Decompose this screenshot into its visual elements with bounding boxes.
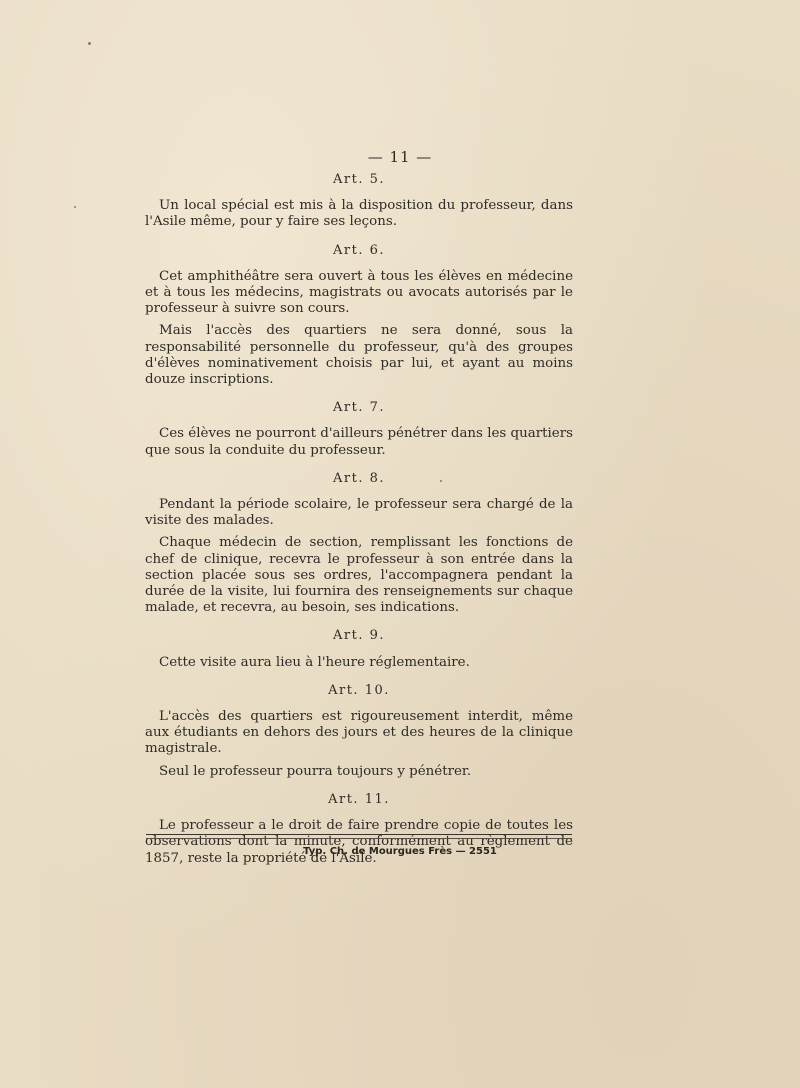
- article-10: [145, 683, 573, 780]
- article-8: [145, 471, 573, 617]
- article-paragraph: Seul le professeur pourra toujours y pénétrer.: [159, 763, 472, 779]
- printer-imprint: Typ. Ch. de Mourgues Frès — 2551: [303, 846, 497, 857]
- article-paragraph: Le professeur a le droit de faire prendre copie de toutes les observations dont la minute, conformément au règlement de 1857, reste la propriété de l'Asile.: [145, 818, 573, 866]
- page-number: — 11 —: [367, 148, 433, 166]
- paper-speck: [440, 480, 442, 482]
- article-heading: Art. 8.: [333, 470, 385, 486]
- article-paragraph: Ces élèves ne pourront d'ailleurs pénétrer dans les quartiers que sous la conduite du professeur.: [145, 426, 573, 458]
- article-heading: Art. 7.: [333, 400, 385, 416]
- article-paragraph: Cette visite aura lieu à l'heure réglementaire.: [159, 654, 470, 670]
- article-heading: Art. 5.: [333, 172, 385, 187]
- article-paragraph: L'accès des quartiers est rigoureusement interdit, même aux étudiants en dehors des jours et des heures de la clinique magistrale.: [145, 709, 573, 757]
- article-heading: Art. 9.: [333, 628, 385, 644]
- article-paragraph: Mais l'accès des quartiers ne sera donné, sous la responsabilité personnelle du professeur, qu'à des groupes d'élèves nominativement choisis par lui, et ayant au moins douze inscriptions.: [145, 323, 573, 388]
- article-paragraph: Un local spécial est mis à la disposition du professeur, dans l'Asile même, pour y faire ses leçons.: [145, 198, 573, 230]
- article-5: [145, 172, 573, 231]
- article-heading: Art. 10.: [328, 682, 390, 698]
- article-paragraph: Cet amphithéâtre sera ouvert à tous les élèves en médecine et à tous les médecins, magistrats ou avocats autorisés par le professeur à suivre son cours.: [145, 268, 573, 317]
- article-heading: Art. 11.: [328, 791, 390, 807]
- footer-rule: [146, 834, 572, 835]
- article-7: [145, 400, 573, 459]
- paper-speck: [74, 206, 76, 208]
- footer-rule-thin: [146, 838, 572, 839]
- article-6: [145, 243, 573, 389]
- article-body: [145, 172, 573, 879]
- article-paragraph: Chaque médecin de section, remplissant les fonctions de chef de clinique, recevra le professeur à son entrée dans la section placée sous ses ordres, l'accompagnera pendant la durée de la visite, lui fournira des renseignements sur chaque malade, et recevra, au besoin, ses indications.: [145, 535, 573, 616]
- article-9: [145, 628, 573, 670]
- article-paragraph: Pendant la période scolaire, le professeur sera chargé de la visite des malades.: [145, 497, 573, 529]
- article-heading: Art. 6.: [333, 242, 385, 258]
- paper-speck: [88, 42, 91, 45]
